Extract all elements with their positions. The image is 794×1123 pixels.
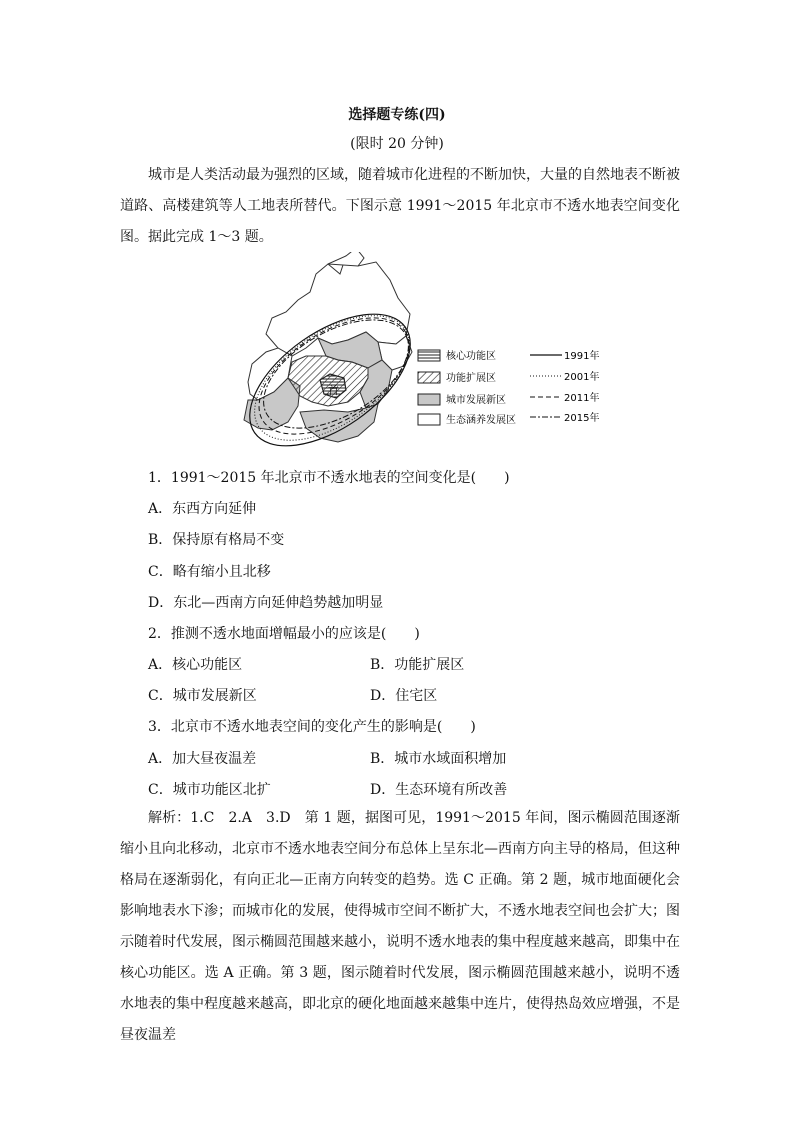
answer-explanation: 解析：1.C 2.A 3.D 第 1 题，据图可见，1991～2015 年间，图示椭圆范围逐渐缩小且向北移动，北京市不透水地表空间分布总体上呈东北—西南方向主导的格局，但这种格局在逐渐弱化，有向正北—正南方向转变的趋势。选 C 正确。第 2 题，城市地面硬化会影响地表水下渗；而城市化的发展，使得城市空间不断扩大，不透水地表空间也会扩大；图示随着时代发展，图示椭圆范围越来越小，说明不透水地表的集中程度越来越高，即集中在核心功能区。选 A 正确。第 3 题，图示随着时代发展，图示椭圆范围越来越小，说明不透水地表的集中程度越来越高，即北京的硬化地面越来越集中连片，使得热岛效应增强，不是昼夜温差: [120, 810, 680, 1043]
legend-swatch-expansion: [418, 372, 440, 383]
legend-area-urban-new: 城市发展新区: [446, 395, 506, 406]
question-1-option-a: A．东西方向延伸: [148, 501, 257, 517]
legend-swatch-core: [418, 350, 440, 361]
question-1-stem: 1．1991～2015 年北京市不透水地表的空间变化是( ): [148, 470, 510, 486]
question-3-option-a: A．加大昼夜温差: [148, 751, 257, 767]
question-2-stem: 2．推测不透水地面增幅最小的应该是( ): [148, 626, 420, 642]
question-1-option-d: D．东北—西南方向延伸趋势越加明显: [148, 595, 384, 611]
question-1-option-c: C．略有缩小且北移: [148, 564, 271, 580]
legend-year-1991: 1991年: [564, 351, 600, 362]
legend-year-2015: 2015年: [564, 413, 600, 424]
map-region-ecological-north: [328, 252, 364, 266]
legend-year-2001: 2001年: [564, 372, 600, 383]
question-2-option-a: A．核心功能区: [148, 657, 243, 673]
question-1-option-b: B．保持原有格局不变: [148, 532, 285, 548]
intro-paragraph: 城市是人类活动最为强烈的区域，随着城市化进程的不断加快，大量的自然地表不断被道路、高楼建筑等人工地表所替代。下图示意 1991～2015 年北京市不透水地表空间变化图。据此完成 1～3 题。: [120, 167, 680, 245]
legend-area-expansion: 功能扩展区: [446, 373, 496, 384]
beijing-map-figure: [228, 252, 608, 462]
question-2-option-b: B．功能扩展区: [370, 657, 465, 673]
page-title: 选择题专练(四): [348, 107, 446, 123]
question-3-option-c: C．城市功能区北扩: [148, 782, 271, 798]
legend-area-ecological: 生态涵养发展区: [446, 415, 516, 426]
question-3-option-b: B．城市水域面积增加: [370, 751, 507, 767]
map-region-ecological: [266, 256, 410, 356]
legend-swatch-ecological: [418, 414, 440, 425]
legend-swatch-urban-new: [418, 394, 440, 405]
map-legend: [418, 349, 599, 426]
map-svg: [228, 252, 608, 462]
question-2-option-c: C．城市发展新区: [148, 688, 257, 704]
question-2-option-d: D．住宅区: [370, 688, 438, 704]
map-center-label: 首: [328, 384, 339, 397]
question-3-option-d: D．生态环境有所改善: [370, 782, 508, 798]
question-3-stem: 3．北京市不透水地表空间的变化产生的影响是( ): [148, 719, 476, 735]
legend-area-core: 核心功能区: [446, 351, 496, 362]
legend-year-2011: 2011年: [564, 393, 600, 404]
time-limit: (限时 20 分钟): [350, 136, 444, 152]
